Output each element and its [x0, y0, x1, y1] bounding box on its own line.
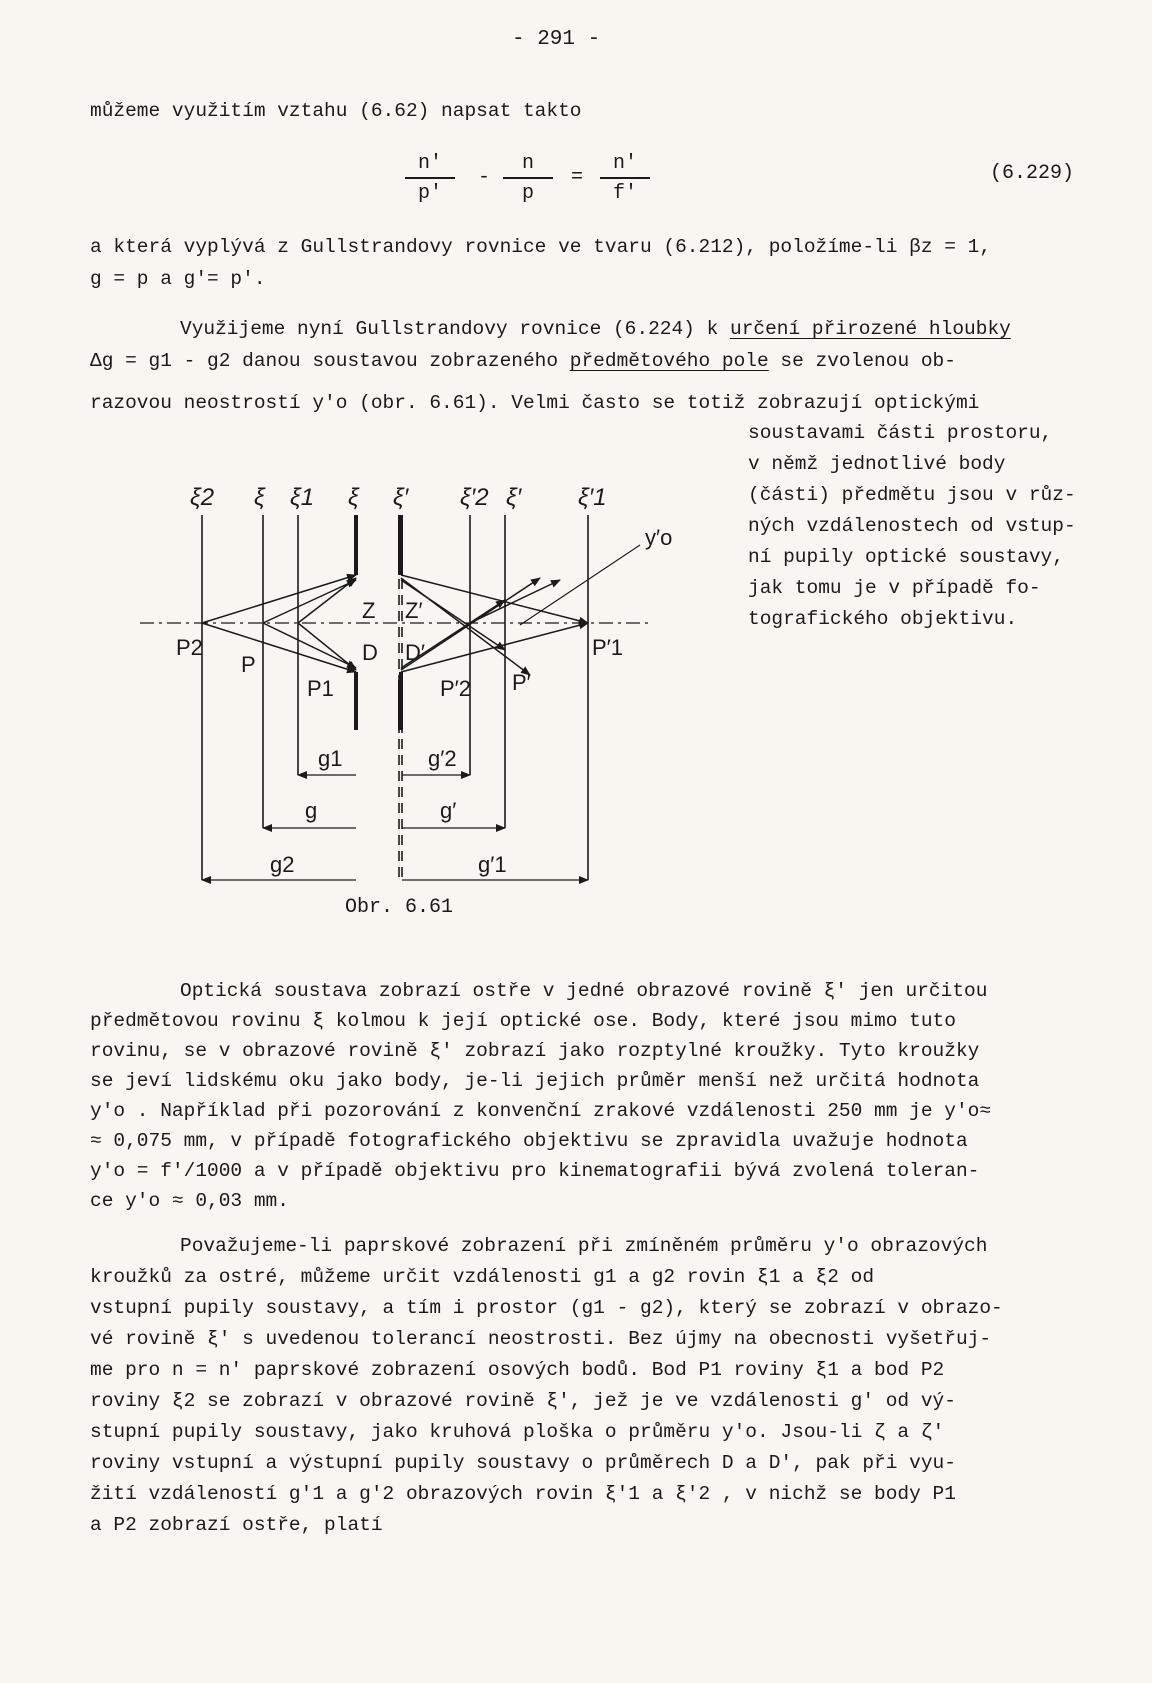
label-g2: g2	[270, 852, 295, 877]
para2-line1: Využijeme nyní Gullstrandovy rovnice (6.224) k určení přirozené hloubky	[180, 318, 1011, 340]
rays-image	[401, 575, 588, 675]
eq-den-2: p	[521, 182, 534, 205]
label-P1: P1	[307, 676, 334, 701]
label-P: P	[241, 652, 256, 677]
label-g: g	[305, 798, 318, 823]
label-xi: ξ	[254, 484, 265, 511]
eq-minus: -	[478, 166, 491, 189]
label-xi2: ξ2	[190, 484, 215, 511]
page-number: - 291 -	[512, 28, 601, 51]
label-yo-prime: y′o	[645, 525, 673, 550]
label-P-prime: P′	[512, 670, 531, 695]
label-zeta: ξ	[348, 484, 359, 511]
para2-line2: Δg = g1 - g2 danou soustavou zobrazeného předmětového pole se zvolenou ob-	[90, 350, 956, 372]
label-g1: g1	[318, 746, 343, 771]
label-xi1: ξ1	[290, 484, 315, 511]
label-g1-prime: g′1	[478, 852, 507, 877]
eq-num-2: n	[521, 152, 534, 175]
label-g-prime: g′	[440, 798, 457, 823]
label-Z-prime: Z′	[405, 598, 423, 623]
eq-num-1: n′	[417, 152, 442, 175]
label-xi2-prime: ξ′2	[460, 484, 489, 511]
label-Z: Z	[362, 598, 376, 623]
label-D: D	[362, 640, 378, 665]
plane-lines	[202, 515, 588, 880]
label-P2: P2	[176, 635, 203, 660]
eq-den-1: p′	[417, 182, 442, 205]
para1-line1: a která vyplývá z Gullstrandovy rovnice ve tvaru (6.212), položíme-li βz = 1,	[90, 236, 992, 258]
label-g2-prime: g′2	[428, 746, 457, 771]
eq-den-3: f′	[612, 182, 637, 205]
yo-pointer	[520, 545, 640, 625]
label-xi-prime: ξ′	[506, 484, 522, 511]
para2-line3: razovou neostrostí y′o (obr. 6.61). Velmi často se totiž zobrazují optickými	[90, 392, 980, 414]
para1-line2: g = p a g′= p′.	[90, 268, 266, 290]
figure-caption: Obr. 6.61	[345, 896, 454, 919]
eq-label: (6.229)	[990, 162, 1075, 185]
label-zeta-prime: ξ′	[393, 484, 409, 511]
label-D-prime: D′	[405, 640, 426, 665]
label-xi1-prime: ξ′1	[578, 484, 607, 511]
label-P1-prime: P′1	[592, 635, 624, 660]
label-P2-prime: P′2	[440, 676, 472, 701]
intro-line: můžeme využitím vztahu (6.62) napsat takto	[90, 100, 582, 122]
eq-num-3: n′	[612, 152, 637, 175]
dimension-lines	[202, 775, 588, 880]
eq-equals: =	[571, 166, 584, 189]
